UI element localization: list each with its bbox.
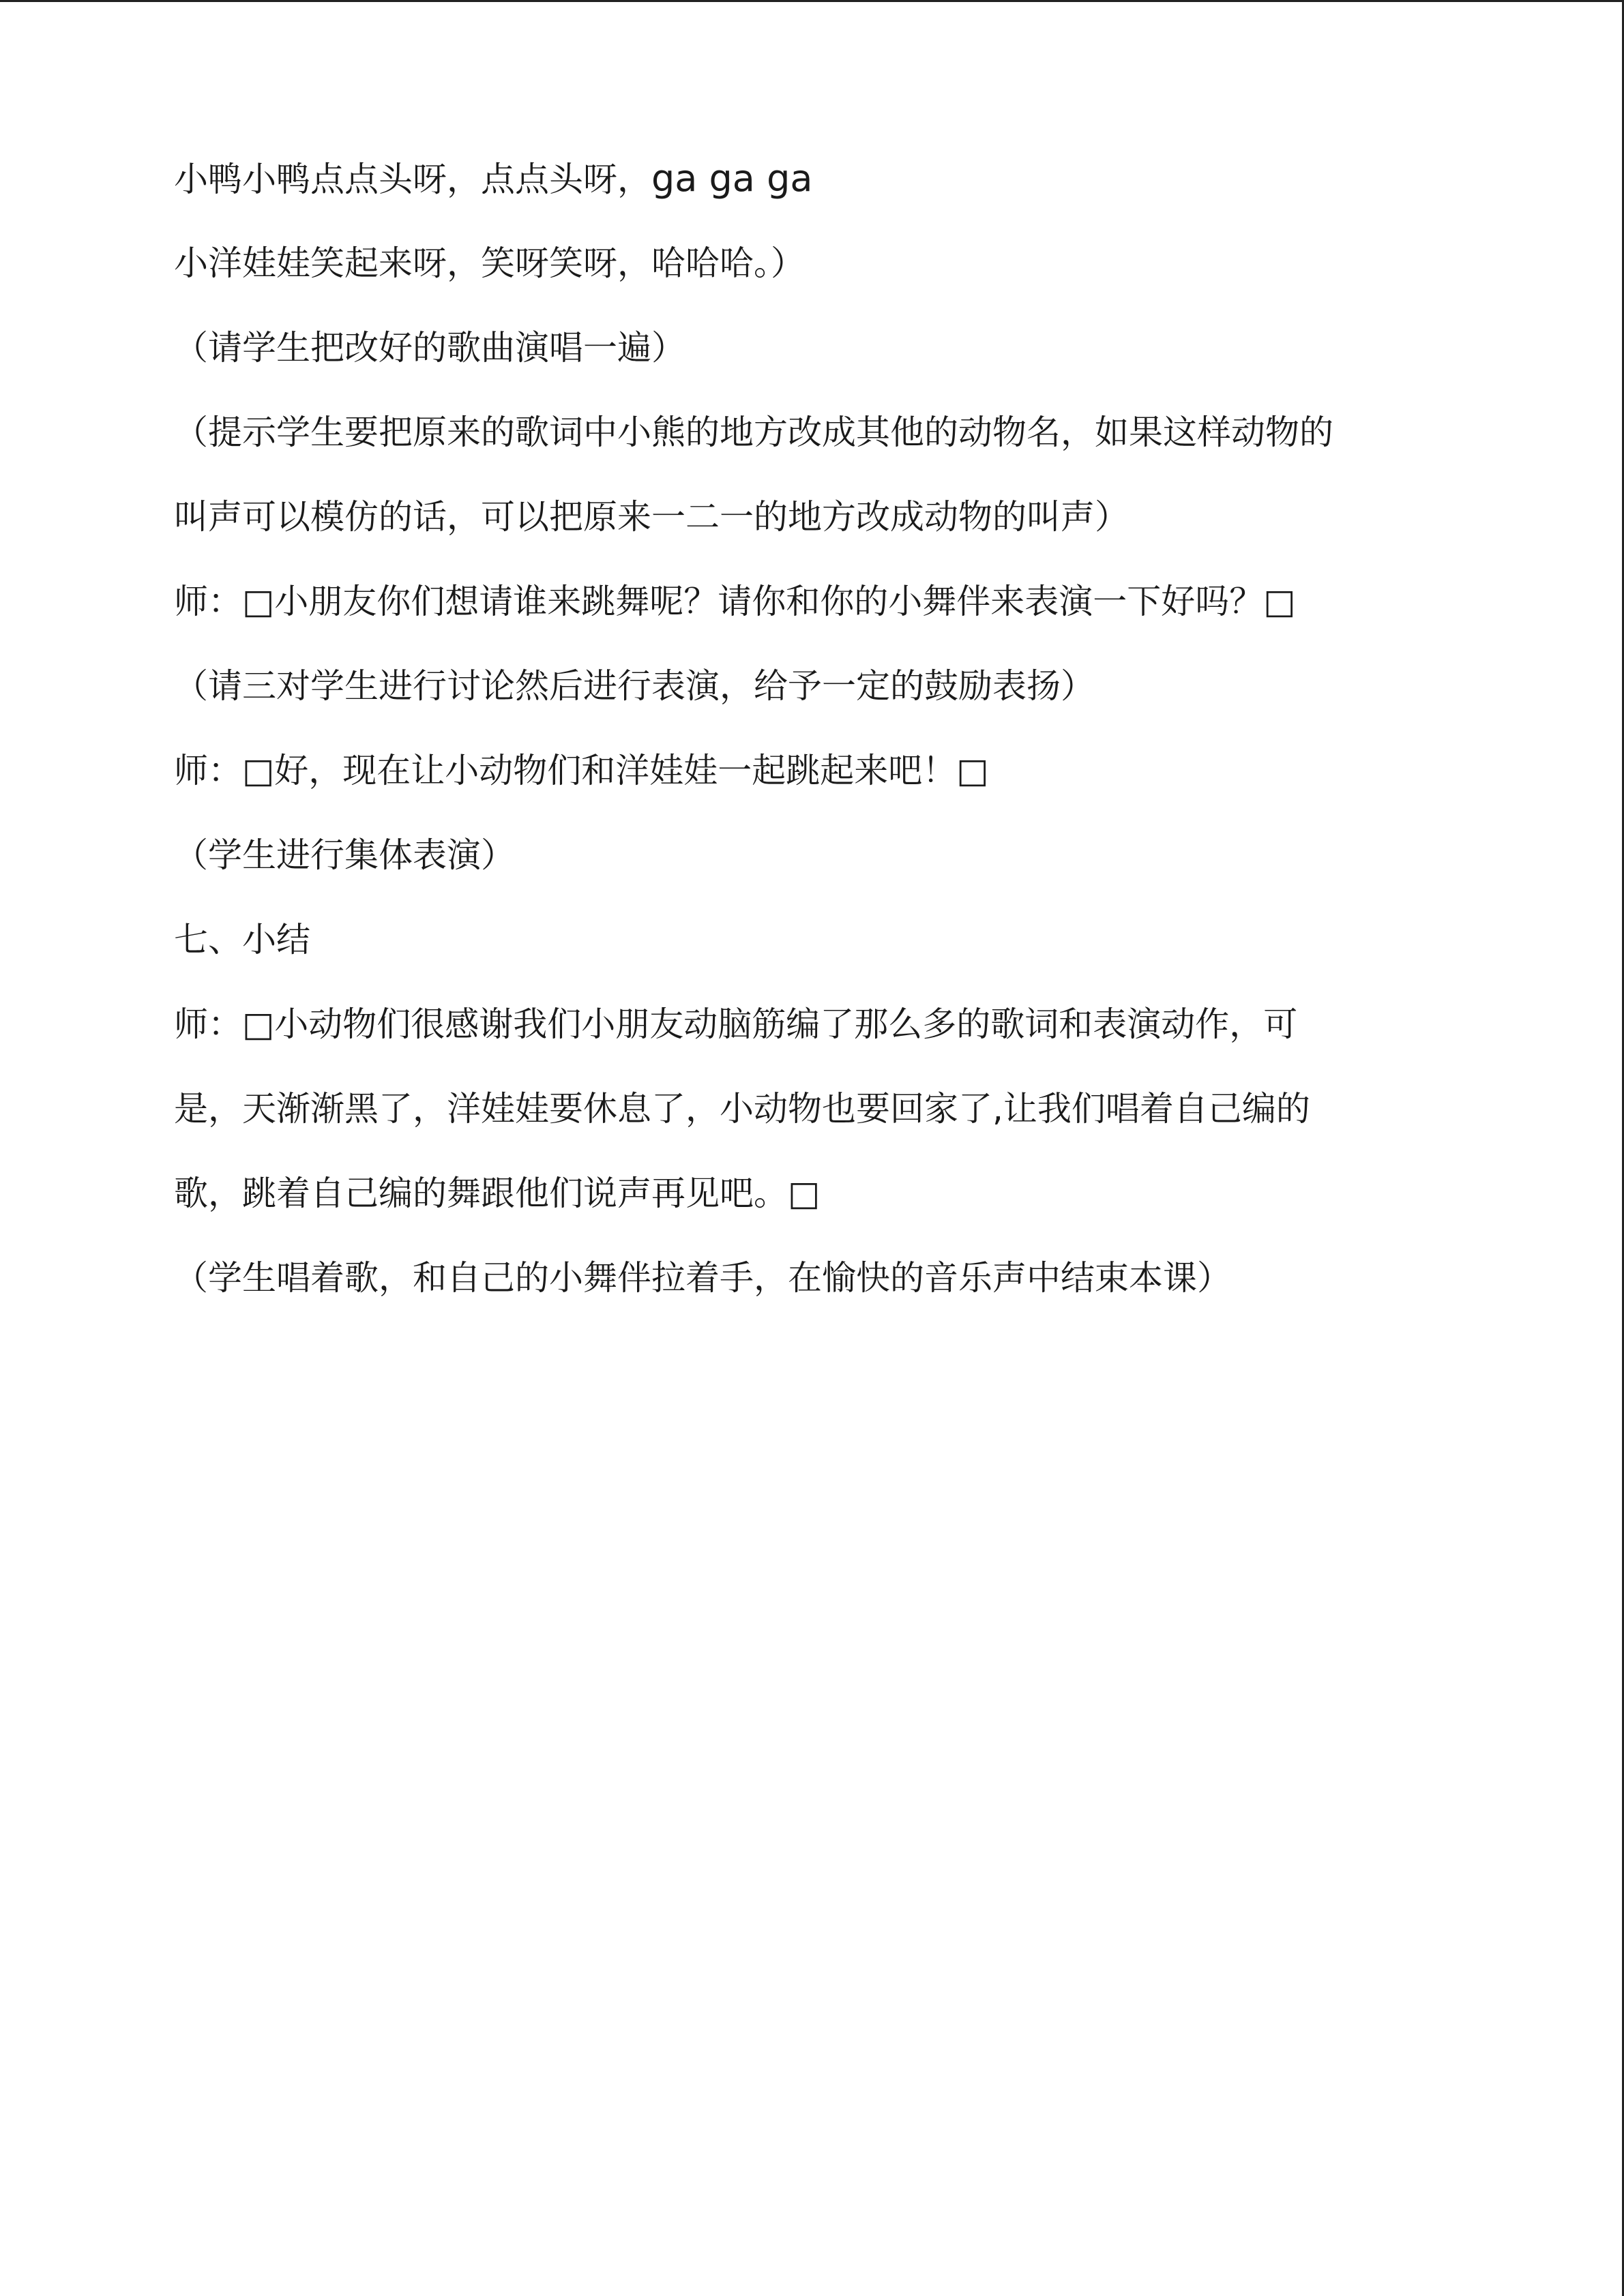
section-heading-summary: 七、小结: [174, 920, 310, 959]
instruction-discuss: （请三对学生进行讨论然后进行表演，给予一定的鼓励表扬）: [174, 666, 1095, 706]
lyric-line-duck-sound: ga ga ga: [651, 157, 813, 200]
teacher-line-dance: 师：□好，现在让小动物们和洋娃娃一起跳起来吧！□: [174, 751, 989, 790]
teacher-line-invite: 师：□小朋友你们想请谁来跳舞呢？请你和你的小舞伴来表演一下好吗？□: [174, 582, 1296, 621]
instruction-hint-part1: （提示学生要把原来的歌词中小熊的地方改成其他的动物名，如果这样动物的: [174, 413, 1333, 452]
page-border-top: [0, 0, 1624, 2]
document-body: [174, 136, 1511, 1320]
instruction-group-performance: （学生进行集体表演）: [174, 835, 515, 875]
teacher-summary-part3: 歌，跳着自己编的舞跟他们说声再见吧。□: [174, 1174, 821, 1213]
teacher-summary-part2: 是，天渐渐黑了，洋娃娃要休息了，小动物也要回家了,让我们唱着自己编的: [174, 1089, 1310, 1129]
lyric-line-duck: [174, 136, 1511, 221]
instruction-closing: （学生唱着歌，和自己的小舞伴拉着手，在愉快的音乐声中结束本课）: [174, 1258, 1231, 1298]
instruction-sing: （请学生把改好的歌曲演唱一遍）: [174, 328, 685, 368]
teacher-summary-part1: 师：□小动物们很感谢我们小朋友动脑筋编了那么多的歌词和表演动作，可: [174, 1004, 1298, 1044]
lyric-line-duck-text: 小鸭小鸭点点头呀，点点头呀，: [174, 160, 651, 199]
instruction-hint-part2: 叫声可以模仿的话，可以把原来一二一的地方改成动物的叫声）: [174, 497, 1129, 537]
lyric-line-doll: 小洋娃娃笑起来呀，笑呀笑呀，哈哈哈。）: [174, 243, 805, 283]
